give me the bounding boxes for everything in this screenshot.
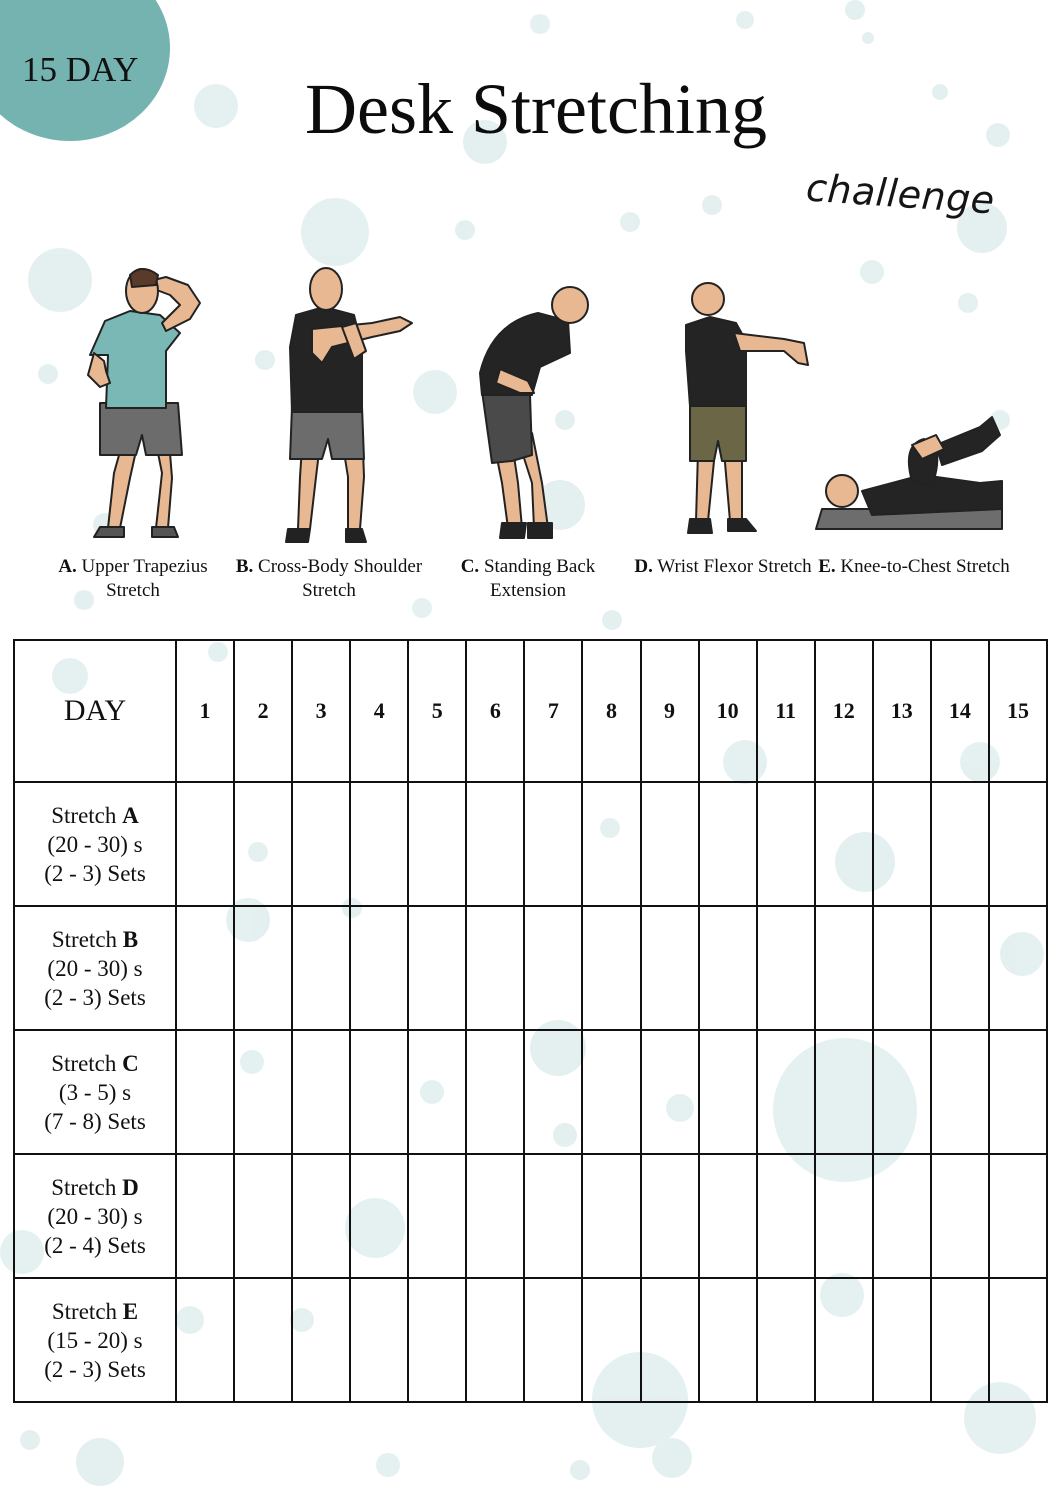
- caption-d: D. Wrist Flexor Stretch: [634, 556, 812, 577]
- tracker-cell[interactable]: [757, 1278, 815, 1402]
- day-header: 12: [815, 640, 873, 782]
- day-header: 7: [524, 640, 582, 782]
- stretch-label: Stretch: [51, 1174, 117, 1200]
- standing-back-extension-illustration: [472, 283, 602, 548]
- tracker-cell[interactable]: [757, 1030, 815, 1154]
- table-row: [14, 782, 1047, 906]
- tracker-cell[interactable]: [466, 1278, 524, 1402]
- tracker-cell[interactable]: [292, 1154, 350, 1278]
- challenge-tracker-table: [13, 639, 1048, 1403]
- tracker-cell[interactable]: [524, 1154, 582, 1278]
- tracker-cell[interactable]: [641, 1278, 699, 1402]
- day-header: 9: [641, 640, 699, 782]
- tracker-cell[interactable]: [989, 782, 1047, 906]
- day-header: 6: [466, 640, 524, 782]
- tracker-cell[interactable]: [408, 906, 466, 1030]
- tracker-cell[interactable]: [873, 782, 931, 906]
- caption-a: A. Upper Trapezius Stretch: [58, 556, 208, 601]
- tracker-cell[interactable]: [234, 1154, 292, 1278]
- table-header-row: [14, 640, 1047, 782]
- stretch-letter: A: [122, 802, 139, 828]
- stretch-letter: B: [122, 926, 139, 952]
- upper-trapezius-stretch-illustration: [70, 263, 210, 553]
- tracker-cell[interactable]: [582, 906, 640, 1030]
- day-header: 14: [931, 640, 989, 782]
- day-header: 15: [989, 640, 1047, 782]
- tracker-cell[interactable]: [582, 1030, 640, 1154]
- caption-c: C. Standing Back Extension: [460, 556, 596, 601]
- tracker-cell[interactable]: [641, 1154, 699, 1278]
- tracker-cell[interactable]: [757, 782, 815, 906]
- tracker-cell[interactable]: [931, 1030, 989, 1154]
- tracker-cell[interactable]: [757, 1154, 815, 1278]
- tracker-cell[interactable]: [408, 1154, 466, 1278]
- stretch-duration: (20 - 30) s: [47, 955, 143, 981]
- table-row: [14, 1278, 1047, 1402]
- tracker-cell[interactable]: [815, 1278, 873, 1402]
- day-header: 3: [292, 640, 350, 782]
- tracker-cell[interactable]: [176, 782, 234, 906]
- tracker-cell[interactable]: [931, 1278, 989, 1402]
- tracker-cell[interactable]: [641, 782, 699, 906]
- tracker-cell[interactable]: [408, 1030, 466, 1154]
- stretch-sets: (2 - 3) Sets: [44, 1356, 146, 1382]
- tracker-cell[interactable]: [699, 1278, 757, 1402]
- day-header: 4: [350, 640, 408, 782]
- table-row: [14, 1030, 1047, 1154]
- tracker-cell[interactable]: [408, 1278, 466, 1402]
- day-header: 10: [699, 640, 757, 782]
- page-title: Desk Stretching: [305, 69, 767, 149]
- tracker-cell[interactable]: [292, 1030, 350, 1154]
- tracker-cell[interactable]: [292, 1278, 350, 1402]
- tracker-cell[interactable]: [641, 906, 699, 1030]
- exercise-illustrations: [0, 255, 1061, 555]
- day-header: 8: [582, 640, 640, 782]
- day-header: 5: [408, 640, 466, 782]
- stretch-duration: (3 - 5) s: [58, 1079, 132, 1105]
- tracker-cell[interactable]: [350, 1030, 408, 1154]
- tracker-cell[interactable]: [408, 782, 466, 906]
- tracker-cell[interactable]: [350, 906, 408, 1030]
- day-header: 1: [176, 640, 234, 782]
- tracker-cell[interactable]: [582, 1154, 640, 1278]
- stretch-letter: C: [122, 1050, 139, 1076]
- tracker-cell[interactable]: [931, 782, 989, 906]
- tracker-cell[interactable]: [815, 782, 873, 906]
- day-header: 11: [757, 640, 815, 782]
- tracker-cell[interactable]: [582, 782, 640, 906]
- tracker-cell[interactable]: [350, 782, 408, 906]
- stretch-duration: (20 - 30) s: [47, 1203, 143, 1229]
- tracker-cell[interactable]: [989, 1030, 1047, 1154]
- stretch-sets: (2 - 3) Sets: [44, 984, 146, 1010]
- badge-text: 15 DAY: [22, 50, 139, 89]
- stretch-duration: (15 - 20) s: [47, 1327, 143, 1353]
- tracker-cell[interactable]: [815, 906, 873, 1030]
- stretch-row-label: [14, 906, 176, 1030]
- tracker-cell[interactable]: [524, 1030, 582, 1154]
- tracker-cell[interactable]: [641, 1030, 699, 1154]
- day-header: 13: [873, 640, 931, 782]
- stretch-row-label: [14, 1030, 176, 1154]
- stretch-letter: E: [122, 1298, 139, 1324]
- tracker-cell[interactable]: [176, 1030, 234, 1154]
- tracker-cell[interactable]: [466, 1030, 524, 1154]
- knee-to-chest-stretch-illustration: [812, 405, 1012, 535]
- tracker-cell[interactable]: [989, 906, 1047, 1030]
- tracker-cell[interactable]: [176, 1154, 234, 1278]
- tracker-cell[interactable]: [582, 1278, 640, 1402]
- tracker-cell[interactable]: [873, 1154, 931, 1278]
- tracker-cell[interactable]: [989, 1154, 1047, 1278]
- stretch-letter: D: [122, 1174, 139, 1200]
- tracker-cell[interactable]: [699, 906, 757, 1030]
- stretch-sets: (2 - 3) Sets: [44, 860, 146, 886]
- tracker-cell[interactable]: [524, 782, 582, 906]
- table-row: [14, 906, 1047, 1030]
- stretch-duration: (20 - 30) s: [47, 831, 143, 857]
- tracker-cell[interactable]: [815, 1030, 873, 1154]
- tracker-cell[interactable]: [234, 1030, 292, 1154]
- tracker-cell[interactable]: [931, 1154, 989, 1278]
- tracker-cell[interactable]: [524, 1278, 582, 1402]
- table-row: [14, 1154, 1047, 1278]
- stretch-label: Stretch: [51, 1298, 118, 1324]
- wrist-flexor-stretch-illustration: [680, 281, 815, 546]
- stretch-label: Stretch: [51, 802, 117, 828]
- tracker-cell[interactable]: [757, 906, 815, 1030]
- tracker-cell[interactable]: [292, 782, 350, 906]
- tracker-cell[interactable]: [873, 1278, 931, 1402]
- stretch-label: Stretch: [51, 926, 118, 952]
- tracker-cell[interactable]: [234, 906, 292, 1030]
- tracker-cell[interactable]: [699, 1030, 757, 1154]
- stretch-row-label: [14, 1278, 176, 1402]
- tracker-cell[interactable]: [873, 906, 931, 1030]
- tracker-cell[interactable]: [931, 906, 989, 1030]
- caption-b: B. Cross-Body Shoulder Stretch: [235, 556, 423, 601]
- stretch-row-label: [14, 782, 176, 906]
- tracker-cell[interactable]: [699, 782, 757, 906]
- tracker-cell[interactable]: [292, 906, 350, 1030]
- tracker-cell[interactable]: [176, 1278, 234, 1402]
- page-subtitle: challenge: [804, 165, 997, 223]
- tracker-cell[interactable]: [524, 906, 582, 1030]
- caption-e: E. Knee-to-Chest Stretch: [818, 556, 1010, 577]
- tracker-cell[interactable]: [234, 782, 292, 906]
- tracker-cell[interactable]: [466, 782, 524, 906]
- tracker-cell[interactable]: [350, 1154, 408, 1278]
- tracker-cell[interactable]: [466, 1154, 524, 1278]
- stretch-sets: (7 - 8) Sets: [44, 1108, 146, 1134]
- tracker-cell[interactable]: [234, 1278, 292, 1402]
- stretch-sets: (2 - 4) Sets: [44, 1232, 146, 1258]
- tracker-cell[interactable]: [176, 906, 234, 1030]
- day-column-header: DAY: [14, 640, 176, 782]
- tracker-cell[interactable]: [350, 1278, 408, 1402]
- tracker-cell[interactable]: [873, 1030, 931, 1154]
- tracker-cell[interactable]: [989, 1278, 1047, 1402]
- cross-body-shoulder-stretch-illustration: [282, 267, 422, 552]
- stretch-label: Stretch: [51, 1050, 117, 1076]
- tracker-cell[interactable]: [815, 1154, 873, 1278]
- day-header: 2: [234, 640, 292, 782]
- tracker-cell[interactable]: [466, 906, 524, 1030]
- tracker-cell[interactable]: [699, 1154, 757, 1278]
- stretch-row-label: [14, 1154, 176, 1278]
